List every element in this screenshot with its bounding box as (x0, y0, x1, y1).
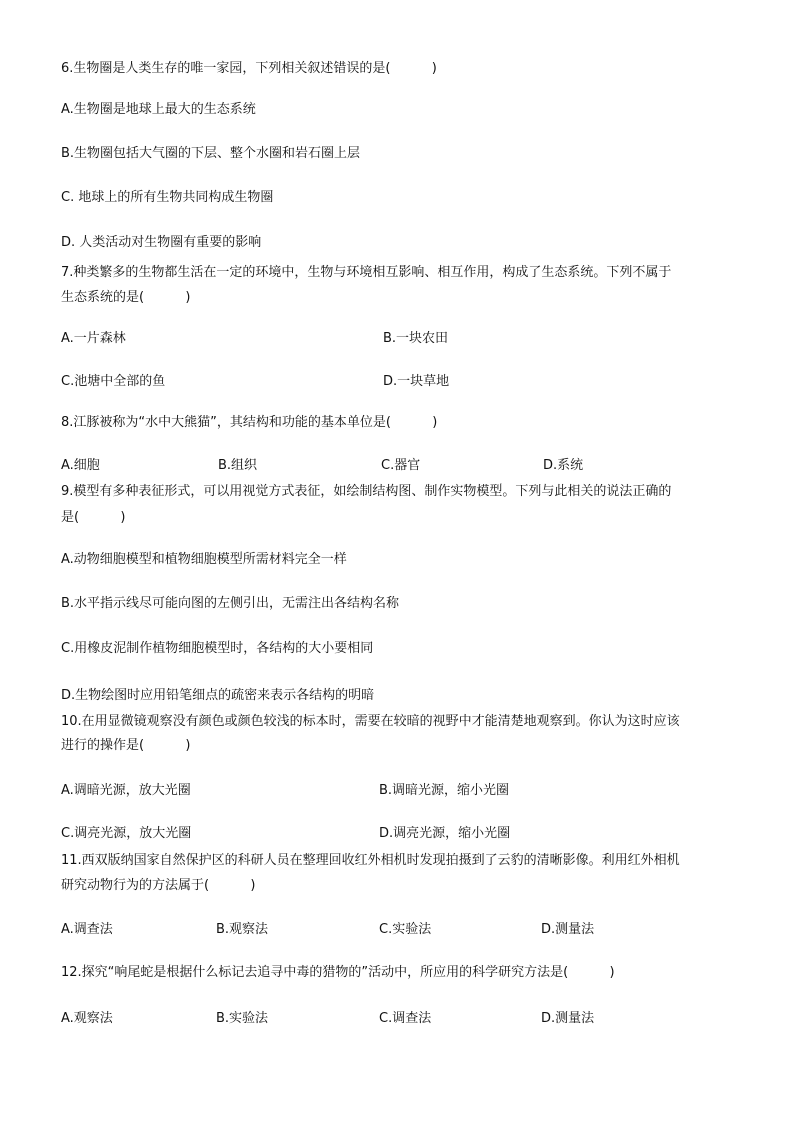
q11-option-c: C.实验法 (379, 922, 432, 937)
q11-option-b: B.观察法 (216, 922, 269, 937)
q8-option-b: B.组织 (218, 458, 258, 473)
q10-option-d: D.调亮光源，缩小光圈 (379, 826, 511, 841)
q8-option-a: A.细胞 (61, 458, 100, 473)
q8-stem: 8.江豚被称为“水中大熊猫”，其结构和功能的基本单位是( ) (61, 415, 438, 430)
q12-option-b: B.实验法 (216, 1011, 269, 1026)
q8-option-d: D.系统 (543, 458, 584, 473)
q11-option-a: A.调查法 (61, 922, 113, 937)
q8-option-c: C.器官 (381, 458, 421, 473)
q11-option-d: D.测量法 (541, 922, 595, 937)
q7-stem-line1: 7.种类繁多的生物都生活在一定的环境中，生物与环境相互影响、相互作用，构成了生态系统。下列不属于 (61, 265, 672, 280)
q12-option-a: A.观察法 (61, 1011, 113, 1026)
q11-stem-line2: 研究动物行为的方法属于( ) (61, 878, 256, 893)
q9-option-b: B.水平指示线尽可能向图的左侧引出，无需注出各结构名称 (61, 596, 400, 611)
q6-option-b: B.生物圈包括大气圈的下层、整个水圈和岩石圈上层 (61, 146, 361, 161)
q6-option-d: D. 人类活动对生物圈有重要的影响 (61, 235, 262, 250)
q7-option-a: A.一片森林 (61, 331, 126, 346)
q6-option-c: C. 地球上的所有生物共同构成生物圈 (61, 190, 274, 205)
q7-option-c: C.池塘中全部的鱼 (61, 374, 166, 389)
q10-option-a: A.调暗光源，放大光圈 (61, 783, 191, 798)
q12-stem: 12.探究“响尾蛇是根据什么标记去追寻中毒的猎物的”活动中，所应用的科学研究方法是( ) (61, 965, 615, 980)
q10-option-b: B.调暗光源，缩小光圈 (379, 783, 510, 798)
q7-option-b: B.一块农田 (383, 331, 449, 346)
q9-stem-line2: 是( ) (61, 510, 126, 525)
q12-option-c: C.调查法 (379, 1011, 432, 1026)
q9-option-d: D.生物绘图时应用铅笔细点的疏密来表示各结构的明暗 (61, 688, 375, 703)
q9-stem-line1: 9.模型有多种表征形式，可以用视觉方式表征，如绘制结构图、制作实物模型。下列与此相关的说法正确的 (61, 484, 672, 499)
q10-stem-line2: 进行的操作是( ) (61, 738, 191, 753)
q7-option-d: D.一块草地 (383, 374, 450, 389)
q6-stem: 6.生物圈是人类生存的唯一家园，下列相关叙述错误的是( ) (61, 61, 437, 76)
q11-stem-line1: 11.西双版纳国家自然保护区的科研人员在整理回收红外相机时发现拍摄到了云豹的清晰影像。利用红外相机 (61, 853, 680, 868)
q10-stem-line1: 10.在用显微镜观察没有颜色或颜色较浅的标本时，需要在较暗的视野中才能清楚地观察到。你认为这时应该 (61, 714, 680, 729)
q6-option-a: A.生物圈是地球上最大的生态系统 (61, 102, 256, 117)
q9-option-a: A.动物细胞模型和植物细胞模型所需材料完全一样 (61, 552, 347, 567)
q12-option-d: D.测量法 (541, 1011, 595, 1026)
q7-stem-line2: 生态系统的是( ) (61, 290, 191, 305)
q10-option-c: C.调亮光源，放大光圈 (61, 826, 192, 841)
q9-option-c: C.用橡皮泥制作植物细胞模型时，各结构的大小要相同 (61, 641, 374, 656)
